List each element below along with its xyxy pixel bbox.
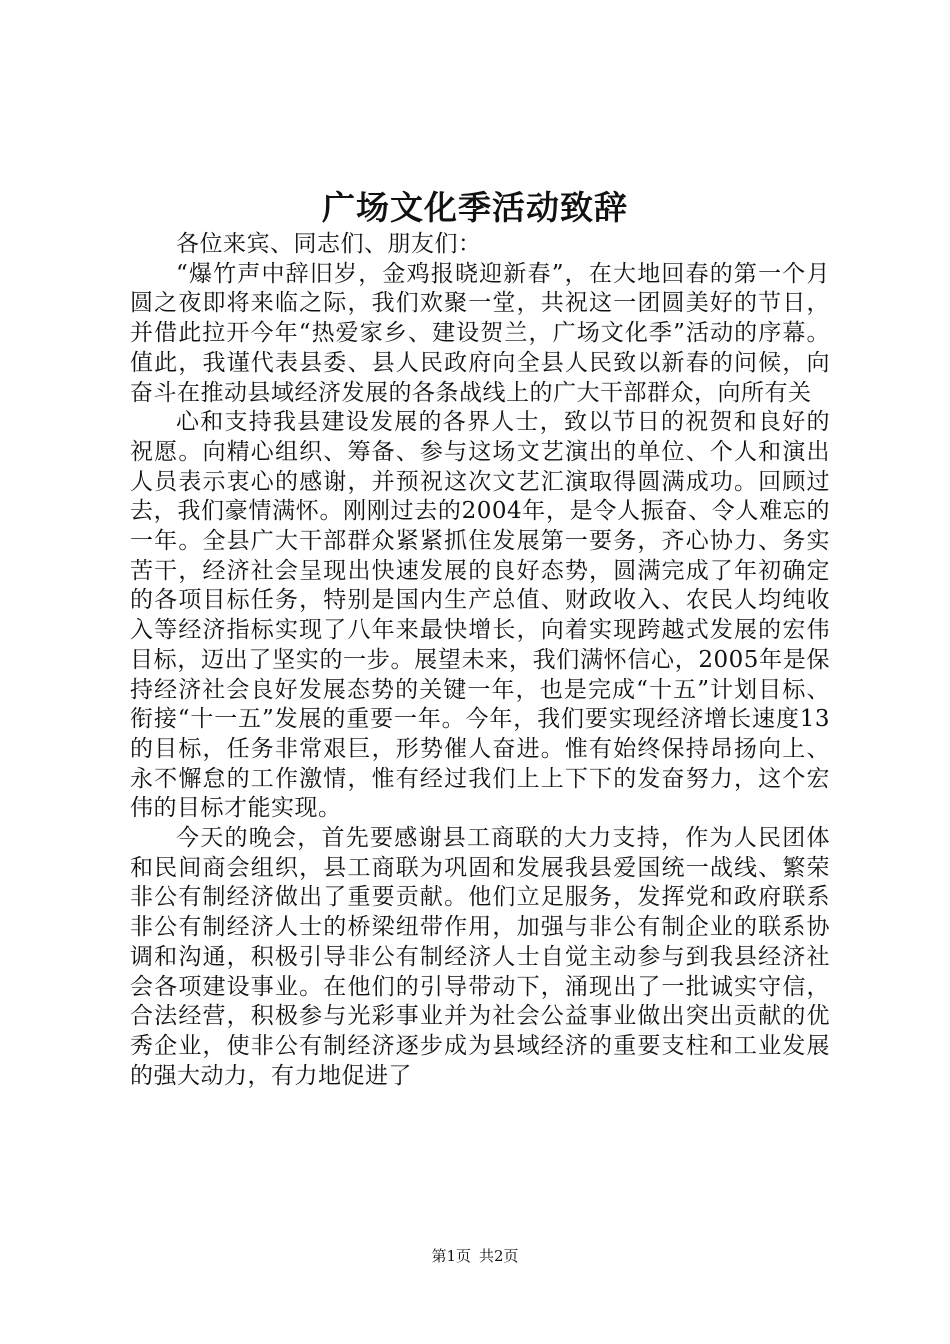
page-number: 第1页 [431,1247,471,1265]
paragraph-opening: “爆竹声中辞旧岁，金鸡报晓迎新春”，在大地回春的第一个月圆之夜即将来临之际，我们欢聚一堂，共祝这一团圆美好的节日，并借此拉开今年“热爱家乡、建设贺兰，广场文化季”活动的序幕。值此，我谨代表县委、县人民政府向全县人民致以新春的问候，向奋斗在推动县域经济发展的各条战线上的广大干部群众，向所有关 [130,260,830,406]
paragraph-thanks: 今天的晚会，首先要感谢县工商联的大力支持，作为人民团体和民间商会组织，县工商联为巩固和发展我县爱国统一战线、繁荣非公有制经济做出了重要贡献。他们立足服务，发挥党和政府联系非公有制经济人士的桥梁纽带作用，加强与非公有制企业的联系协调和沟通，积极引导非公有制经济人士自觉主动参与到我县经济社会各项建设事业。在他们的引导带动下，涌现出了一批诚实守信，合法经营，积极参与光彩事业并为社会公益事业做出突出贡献的优秀企业，使非公有制经济逐步成为县域经济的重要支柱和工业发展的强大动力，有力地促进了 [130,825,830,1089]
document-body [130,230,830,1091]
document-title: 广场文化季活动致辞 [322,188,628,227]
page-total: 共2页 [479,1247,519,1265]
paragraph-review: 心和支持我县建设发展的各界人士，致以节日的祝贺和良好的祝愿。向精心组织、筹备、参与这场文艺演出的单位、个人和演出人员表示衷心的感谢，并预祝这次文艺汇演取得圆满成功。回顾过去，我们豪情满怀。刚刚过去的2004年，是令人振奋、令人难忘的一年。全县广大干部群众紧紧抓住发展第一要务，齐心协力、务实苦干，经济社会呈现出快速发展的良好态势，圆满完成了年初确定的各项目标任务，特别是国内生产总值、财政收入、农民人均纯收入等经济指标实现了八年来最快增长，向着实现跨越式发展的宏伟目标，迈出了坚实的一步。展望未来，我们满怀信心，2005年是保持经济社会良好发展态势的关键一年，也是完成“十五”计划目标、衔接“十一五”发展的重要一年。今年，我们要实现经济增长速度13的目标，任务非常艰巨，形势催人奋进。惟有始终保持昂扬向上、永不懈怠的工作激情，惟有经过我们上上下下的发奋努力，这个宏伟的目标才能实现。 [130,409,830,822]
paragraph-greeting: 各位来宾、同志们、朋友们： [176,231,482,257]
page-footer [0,1245,950,1267]
